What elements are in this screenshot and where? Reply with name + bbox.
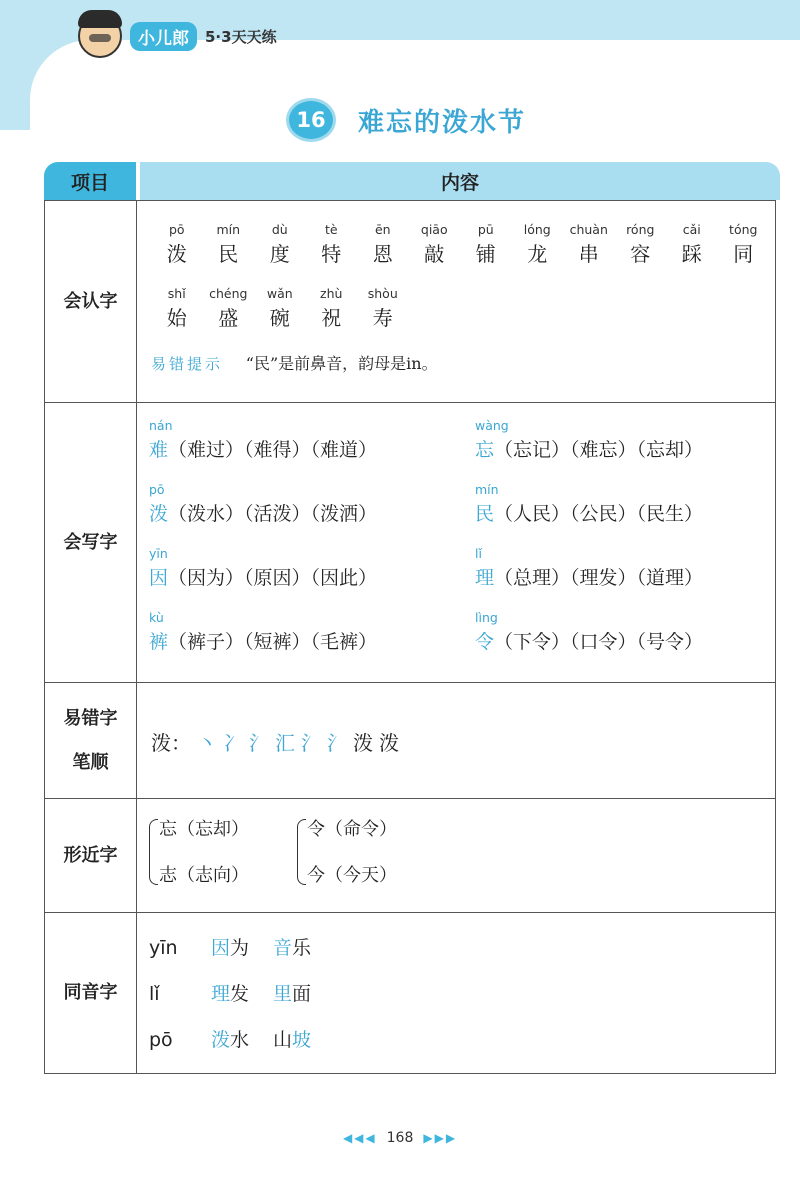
mascot-icon <box>78 14 122 58</box>
pinyin: pō <box>149 482 165 497</box>
pinyin: lìng <box>475 610 498 625</box>
similar-item: 令（命令） <box>307 819 397 840</box>
stroke-order-line <box>151 727 405 756</box>
hanzi: 铺 <box>475 242 496 266</box>
pinyin-char-cell <box>151 221 203 269</box>
write-words: （因为）（原因）（因此） <box>168 567 378 589</box>
pinyin: róng <box>626 222 655 237</box>
write-words: （下令）（口令）（号令） <box>494 631 704 653</box>
row-label <box>45 683 137 798</box>
pinyin: pō <box>168 222 185 237</box>
row-content <box>137 201 775 402</box>
word-rest: 水 <box>230 1029 250 1051</box>
similar-item: 今（今天） <box>307 865 397 886</box>
pinyin-char-cell <box>718 221 770 269</box>
hanzi: 盛 <box>218 306 239 330</box>
write-char: 泼 <box>149 503 169 525</box>
row-content <box>137 913 775 1073</box>
pinyin-char-cell <box>254 221 306 269</box>
write-words: （忘记）（难忘）（忘却） <box>494 439 704 461</box>
pinyin-char-cell <box>563 221 615 269</box>
row-content <box>137 403 775 682</box>
lesson-title: 难忘的泼水节 <box>358 107 527 138</box>
homophone-pinyin: lǐ <box>149 983 160 1005</box>
hanzi: 碗 <box>269 306 290 330</box>
write-entry <box>149 545 377 590</box>
pinyin-char-cell <box>203 221 255 269</box>
tip-label: 易错提示 <box>151 355 224 373</box>
row-label: 同音字 <box>45 913 137 1073</box>
next-arrows-icon: ▶▶▶ <box>423 1131 458 1145</box>
stroke-step: 氵 <box>301 731 321 755</box>
write-char: 令 <box>475 631 495 653</box>
highlight-char: 坡 <box>292 1029 312 1051</box>
brand-name: 小儿郎 <box>130 22 197 51</box>
homophone-row <box>149 933 335 960</box>
row-similar <box>45 799 775 913</box>
write-words-line <box>475 627 703 654</box>
pinyin: yīn <box>149 546 168 561</box>
homophone-pinyin: pō <box>149 1029 173 1051</box>
pinyin-char-cell <box>460 221 512 269</box>
write-words: （裤子）（短裤）（毛裤） <box>168 631 378 653</box>
stroke-step: 冫 <box>223 731 243 755</box>
pinyin: cǎi <box>682 222 701 237</box>
write-entry <box>475 609 703 654</box>
pinyin-char-cell <box>615 221 667 269</box>
similar-item: 忘（忘却） <box>159 819 249 840</box>
homophone-word-2 <box>273 1025 335 1052</box>
pinyin: tóng <box>729 222 758 237</box>
word-rest: 面 <box>292 983 312 1005</box>
recognize-line-2 <box>151 285 409 333</box>
pinyin: nán <box>149 418 173 433</box>
write-entry <box>149 481 377 526</box>
stroke-step: 泼 <box>353 731 373 755</box>
homophone-word-1 <box>211 933 273 960</box>
homophone-word-1 <box>211 1025 273 1052</box>
hanzi: 敲 <box>424 242 445 266</box>
homophone-word-1 <box>211 979 273 1006</box>
hanzi: 寿 <box>372 306 393 330</box>
pinyin-char-cell <box>306 285 358 333</box>
row-content <box>137 683 775 798</box>
pinyin-char-cell <box>357 221 409 269</box>
similar-item: 志（志向） <box>159 865 249 886</box>
word-rest: 为 <box>230 937 250 959</box>
pinyin: dù <box>271 222 288 237</box>
write-char: 因 <box>149 567 169 589</box>
tip-text: “民”是前鼻音，韵母是in。 <box>245 354 438 373</box>
write-words: （总理）（理发）（道理） <box>494 567 704 589</box>
word-rest: 乐 <box>292 937 312 959</box>
brace-icon <box>297 819 306 885</box>
pinyin: shǐ <box>167 286 186 301</box>
row-label: 形近字 <box>45 799 137 912</box>
column-header-item: 项目 <box>44 162 136 200</box>
highlight-char: 泼 <box>211 1029 231 1051</box>
write-char: 理 <box>475 567 495 589</box>
pinyin: zhù <box>320 286 343 301</box>
word-prefix: 山 <box>273 1029 293 1051</box>
brand <box>78 12 277 60</box>
row-label: 会写字 <box>45 403 137 682</box>
homophone-word-2 <box>273 933 335 960</box>
stroke-step: 氵 <box>249 731 269 755</box>
highlight-char: 里 <box>273 983 293 1005</box>
content-table <box>44 200 776 1074</box>
row-stroke-order <box>45 683 775 799</box>
hanzi: 祝 <box>321 306 342 330</box>
write-words-line <box>475 563 703 590</box>
pinyin-char-cell <box>254 285 306 333</box>
pinyin: mín <box>216 222 241 237</box>
write-words: （泼水）（活泼）（泼洒） <box>168 503 378 525</box>
write-entry <box>149 609 377 654</box>
write-words-line <box>149 435 377 462</box>
lesson-number: 16 <box>286 98 336 142</box>
prev-arrows-icon: ◀◀◀ <box>342 1131 377 1145</box>
row-homophone <box>45 913 775 1073</box>
row-label-line-2: 笔顺 <box>72 751 109 773</box>
pinyin-char-cell <box>203 285 255 333</box>
homophone-row <box>149 1025 335 1052</box>
homophone-pinyin: yīn <box>149 937 178 959</box>
write-entry <box>149 417 377 462</box>
word-rest: 发 <box>230 983 250 1005</box>
write-entry <box>475 417 703 462</box>
hanzi: 同 <box>733 242 754 266</box>
pinyin: wǎn <box>266 286 293 301</box>
pinyin-char-cell <box>357 285 409 333</box>
stroke-step: 泼 <box>379 731 399 755</box>
pinyin-char-cell <box>409 221 461 269</box>
pinyin: shòu <box>367 286 398 301</box>
pinyin-char-cell <box>306 221 358 269</box>
highlight-char: 理 <box>211 983 231 1005</box>
pinyin: lóng <box>523 222 551 237</box>
stroke-char: 泼： <box>151 731 191 755</box>
hanzi: 龙 <box>527 242 548 266</box>
series-name: 5·3天天练 <box>205 27 277 46</box>
hanzi: 容 <box>630 242 651 266</box>
highlight-char: 因 <box>211 937 231 959</box>
pinyin: chéng <box>209 286 248 301</box>
pinyin: ēn <box>374 222 391 237</box>
recognize-line-1 <box>151 221 769 269</box>
hanzi: 串 <box>578 242 599 266</box>
pinyin: qiāo <box>420 222 448 237</box>
write-entry <box>475 545 703 590</box>
pinyin-char-cell <box>512 221 564 269</box>
write-words-line <box>149 499 377 526</box>
pinyin: mín <box>475 482 499 497</box>
write-char: 忘 <box>475 439 495 461</box>
pinyin: pū <box>477 222 494 237</box>
write-words: （难过）（难得）（难道） <box>168 439 378 461</box>
row-recognize <box>45 201 775 403</box>
hanzi: 泼 <box>166 242 187 266</box>
stroke-step: 汇 <box>275 731 295 755</box>
write-char: 裤 <box>149 631 169 653</box>
error-tip <box>151 351 438 374</box>
row-label-line-1: 易错字 <box>63 707 118 729</box>
page-number: 168 <box>386 1130 414 1146</box>
highlight-char: 音 <box>273 937 293 959</box>
pinyin: lǐ <box>475 546 482 561</box>
pinyin: tè <box>324 222 338 237</box>
row-write <box>45 403 775 683</box>
hanzi: 特 <box>321 242 342 266</box>
stroke-step: 氵 <box>327 731 347 755</box>
write-words-line <box>149 627 377 654</box>
write-entry <box>475 481 703 526</box>
brace-icon <box>149 819 158 885</box>
stroke-step: 丶 <box>197 731 217 755</box>
table-header <box>44 162 780 200</box>
pinyin: wàng <box>475 418 509 433</box>
write-words: （人民）（公民）（民生） <box>494 503 704 525</box>
write-char: 难 <box>149 439 169 461</box>
pinyin: chuàn <box>569 222 608 237</box>
hanzi: 踩 <box>681 242 702 266</box>
pinyin-char-cell <box>666 221 718 269</box>
row-content <box>137 799 775 912</box>
hanzi: 度 <box>269 242 290 266</box>
pinyin: kù <box>149 610 164 625</box>
write-words-line <box>475 435 703 462</box>
homophone-row <box>149 979 335 1006</box>
row-label: 会认字 <box>45 201 137 402</box>
pinyin-char-cell <box>151 285 203 333</box>
write-words-line <box>475 499 703 526</box>
homophone-word-2 <box>273 979 335 1006</box>
column-header-content: 内容 <box>140 162 780 200</box>
hanzi: 始 <box>166 306 187 330</box>
write-words-line <box>149 563 377 590</box>
hanzi: 恩 <box>372 242 393 266</box>
lesson-title-block <box>286 98 526 142</box>
page-footer <box>0 1130 800 1146</box>
hanzi: 民 <box>218 242 239 266</box>
write-char: 民 <box>475 503 495 525</box>
